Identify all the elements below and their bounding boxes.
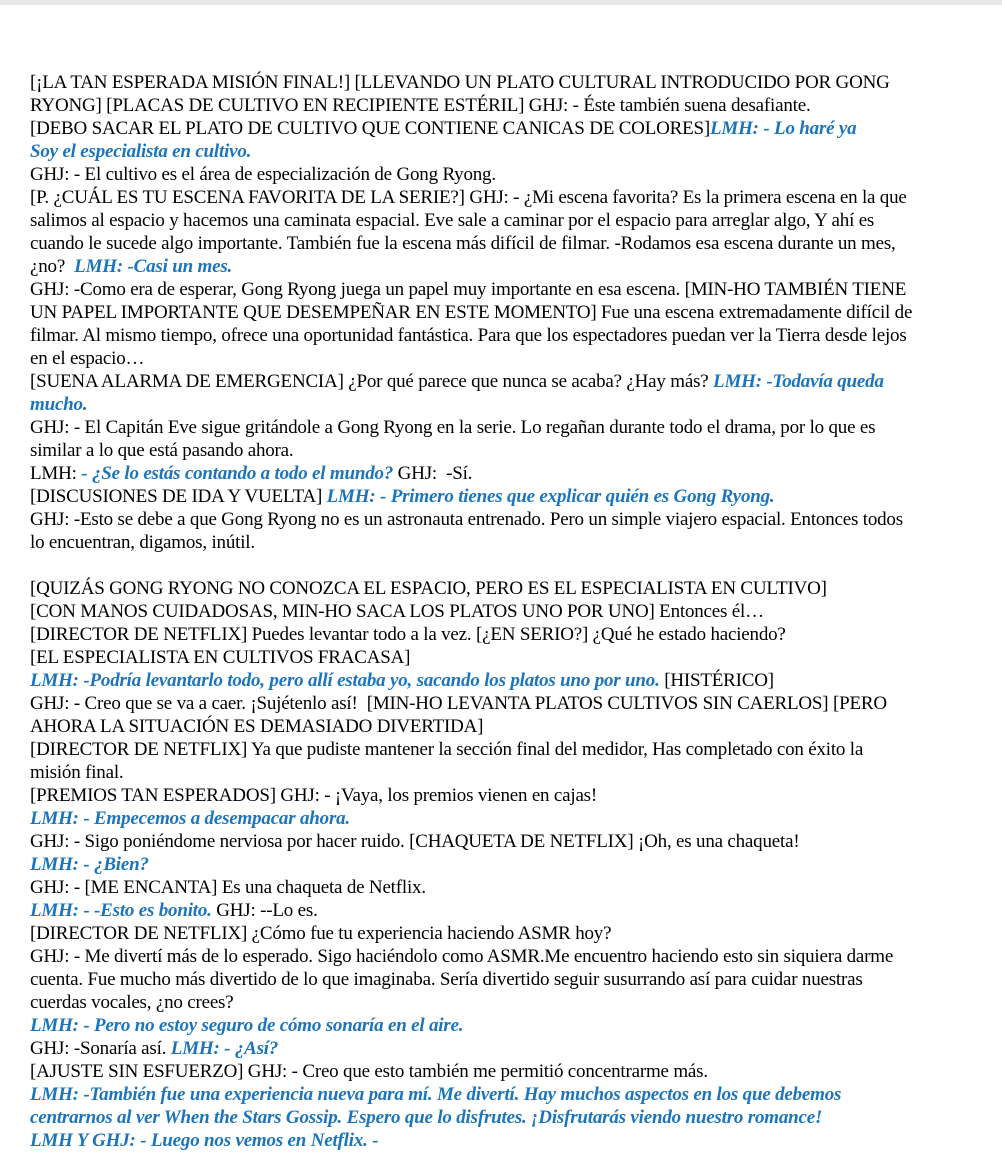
speaker-lmh-text: LMH: -Podría levantarlo todo, pero allí estaba yo, sacando los platos uno por uno.: [30, 670, 660, 691]
transcript-line: [30, 163, 984, 186]
transcript-text: [¡LA TAN ESPERADA MISIÓN FINAL!] [LLEVANDO UN PLATO CULTURAL INTRODUCIDO POR GONG: [30, 72, 890, 93]
transcript-line: [30, 232, 984, 255]
transcript-text: GHJ: --Lo es.: [211, 900, 318, 921]
speaker-lmh-text: LMH: -Casi un mes.: [74, 256, 233, 277]
speaker-lmh-text: LMH: - Pero no estoy seguro de cómo sonaría en el aire.: [30, 1015, 464, 1036]
transcript-line: [30, 876, 984, 899]
transcript-text: GHJ: -Como era de esperar, Gong Ryong juega un papel muy importante en esa escena. [MIN-HO TAMBIÉN TIENE: [30, 279, 907, 300]
transcript-line: [30, 623, 984, 646]
transcript-line: [30, 945, 984, 968]
transcript-line: [30, 255, 984, 278]
transcript-text: [DISCUSIONES DE IDA Y VUELTA]: [30, 486, 327, 507]
transcript-text: salimos al espacio y hacemos una caminata espacial. Eve sale a caminar por el espacio para arreglar algo, Y ahí es: [30, 210, 875, 231]
transcript-text: [DEBO SACAR EL PLATO DE CULTIVO QUE CONTIENE CANICAS DE COLORES]: [30, 118, 710, 139]
transcript-line: [30, 370, 984, 393]
transcript: [0, 5, 1002, 1152]
transcript-line: [30, 577, 984, 600]
transcript-text: AHORA LA SITUACIÓN ES DEMASIADO DIVERTIDA]: [30, 716, 484, 737]
transcript-line: [30, 807, 984, 830]
speaker-lmh-text: LMH: - Empecemos a desempacar ahora.: [30, 808, 350, 829]
transcript-line: [30, 278, 984, 301]
speaker-lmh-text: Soy el especialista en cultivo.: [30, 141, 252, 162]
transcript-text: cuando le sucede algo importante. También fue la escena más difícil de filmar. -Rodamos esa escena durante un mes,: [30, 233, 896, 254]
transcript-line: [30, 301, 984, 324]
transcript-text: GHJ: - El Capitán Eve sigue gritándole a Gong Ryong en la serie. Lo regañan durante todo el drama, por lo que es: [30, 417, 876, 438]
transcript-text: cuerdas vocales, ¿no crees?: [30, 992, 234, 1013]
transcript-text: GHJ: -Esto se debe a que Gong Ryong no es un astronauta entrenado. Pero un simple viajero espacial. Entonces todos: [30, 509, 903, 530]
transcript-text: GHJ: - Creo que se va a caer. ¡Sujétenlo así! [MIN-HO LEVANTA PLATOS CULTIVOS SIN CAERLOS] [PERO: [30, 693, 887, 714]
transcript-text: similar a lo que está pasando ahora.: [30, 440, 294, 461]
transcript-text: GHJ: -Sonaría así.: [30, 1038, 171, 1059]
transcript-line: [30, 1037, 984, 1060]
transcript-text: GHJ: - Me divertí más de lo esperado. Sigo haciéndolo como ASMR.Me encuentro haciendo esto sin siquiera darme: [30, 946, 894, 967]
transcript-text: [DIRECTOR DE NETFLIX] Puedes levantar todo a la vez. [¿EN SERIO?] ¿Qué he estado haciendo?: [30, 624, 786, 645]
transcript-text: [SUENA ALARMA DE EMERGENCIA] ¿Por qué parece que nunca se acaba? ¿Hay más?: [30, 371, 714, 392]
transcript-line: [30, 462, 984, 485]
transcript-line: [30, 439, 984, 462]
transcript-line: [30, 324, 984, 347]
transcript-line: [30, 347, 984, 370]
transcript-line: [30, 830, 984, 853]
transcript-text: [HISTÉRICO]: [659, 670, 774, 691]
transcript-line: [30, 899, 984, 922]
transcript-text: [PREMIOS TAN ESPERADOS] GHJ: - ¡Vaya, los premios vienen en cajas!: [30, 785, 598, 806]
speaker-lmh-text: LMH: -También fue una experiencia nueva para mí. Me divertí. Hay muchos aspectos en los que debemos: [30, 1084, 842, 1105]
speaker-lmh-text: LMH: - ¿Así?: [170, 1038, 279, 1059]
transcript-line: [30, 531, 984, 554]
transcript-line: [30, 922, 984, 945]
transcript-line: [30, 853, 984, 876]
transcript-text: GHJ: - Sigo poniéndome nerviosa por hacer ruido. [CHAQUETA DE NETFLIX] ¡Oh, es una chaqueta!: [30, 831, 800, 852]
transcript-line: [30, 117, 984, 140]
transcript-line: [30, 646, 984, 669]
transcript-line: [30, 140, 984, 163]
transcript-text: GHJ: - El cultivo es el área de especialización de Gong Ryong.: [30, 164, 496, 185]
transcript-text: [QUIZÁS GONG RYONG NO CONOZCA EL ESPACIO, PERO ES EL ESPECIALISTA EN CULTIVO]: [30, 578, 827, 599]
speaker-lmh-text: LMH: - Lo haré ya: [710, 118, 857, 139]
transcript-text: GHJ: - [ME ENCANTA] Es una chaqueta de Netflix.: [30, 877, 426, 898]
transcript-text: [EL ESPECIALISTA EN CULTIVOS FRACASA]: [30, 647, 411, 668]
transcript-line: [30, 715, 984, 738]
transcript-text: ¿no?: [30, 256, 75, 277]
transcript-line: [30, 784, 984, 807]
transcript-text: [CON MANOS CUIDADOSAS, MIN-HO SACA LOS PLATOS UNO POR UNO] Entonces él…: [30, 601, 764, 622]
transcript-text: en el espacio…: [30, 348, 145, 369]
speaker-lmh-text: LMH: - ¿Bien?: [30, 854, 149, 875]
speaker-lmh-text: LMH: - Primero tienes que explicar quién es Gong Ryong.: [326, 486, 775, 507]
transcript-text: [DIRECTOR DE NETFLIX] Ya que pudiste mantener la sección final del medidor, Has completado con éxito la: [30, 739, 864, 760]
transcript-line: [30, 416, 984, 439]
transcript-line: [30, 738, 984, 761]
transcript-line: [30, 761, 984, 784]
transcript-line: [30, 600, 984, 623]
transcript-line: [30, 692, 984, 715]
speaker-lmh-text: mucho.: [30, 394, 88, 415]
transcript-text: LMH:: [30, 463, 82, 484]
transcript-line: [30, 71, 984, 94]
transcript-line: [30, 508, 984, 531]
transcript-line: [30, 968, 984, 991]
transcript-text: UN PAPEL IMPORTANTE QUE DESEMPEÑAR EN ESTE MOMENTO] Fue una escena extremadamente difícil de: [30, 302, 913, 323]
transcript-text: lo encuentran, digamos, inútil.: [30, 532, 255, 553]
transcript-text: [AJUSTE SIN ESFUERZO] GHJ: - Creo que esto también me permitió concentrarme más.: [30, 1061, 708, 1082]
blank-line: [30, 554, 984, 577]
transcript-text: cuenta. Fue mucho más divertido de lo que imaginaba. Sería divertido seguir susurrando así para cuidar nuestras: [30, 969, 863, 990]
transcript-line: [30, 1014, 984, 1037]
speaker-lmh-text: LMH Y GHJ: - Luego nos vemos en Netflix. -: [30, 1130, 379, 1151]
transcript-line: [30, 209, 984, 232]
transcript-text: misión final.: [30, 762, 124, 783]
transcript-line: [30, 1083, 984, 1106]
transcript-text: GHJ: -Sí.: [393, 463, 473, 484]
speaker-lmh-text: LMH: - -Esto es bonito.: [30, 900, 212, 921]
transcript-text: filmar. Al mismo tiempo, ofrece una oportunidad fantástica. Para que los espectadores puedan ver la Tierra desde lejos: [30, 325, 907, 346]
transcript-line: [30, 669, 984, 692]
transcript-line: [30, 485, 984, 508]
transcript-line: [30, 1129, 984, 1152]
transcript-line: [30, 991, 984, 1014]
transcript-line: [30, 1060, 984, 1083]
speaker-lmh-text: centrarnos al ver When the Stars Gossip. Espero que lo disfrutes. ¡Disfrutarás viendo nuestro romance!: [30, 1107, 823, 1128]
transcript-line: [30, 393, 984, 416]
transcript-text: RYONG] [PLACAS DE CULTIVO EN RECIPIENTE ESTÉRIL] GHJ: - Éste también suena desafiante.: [30, 95, 811, 116]
transcript-text: [DIRECTOR DE NETFLIX] ¿Cómo fue tu experiencia haciendo ASMR hoy?: [30, 923, 612, 944]
transcript-line: [30, 1106, 984, 1129]
transcript-line: [30, 94, 984, 117]
transcript-text: [P. ¿CUÁL ES TU ESCENA FAVORITA DE LA SERIE?] GHJ: - ¿Mi escena favorita? Es la primera escena en la que: [30, 187, 907, 208]
speaker-lmh-text: - ¿Se lo estás contando a todo el mundo?: [81, 463, 394, 484]
transcript-line: [30, 186, 984, 209]
speaker-lmh-text: LMH: -Todavía queda: [713, 371, 884, 392]
